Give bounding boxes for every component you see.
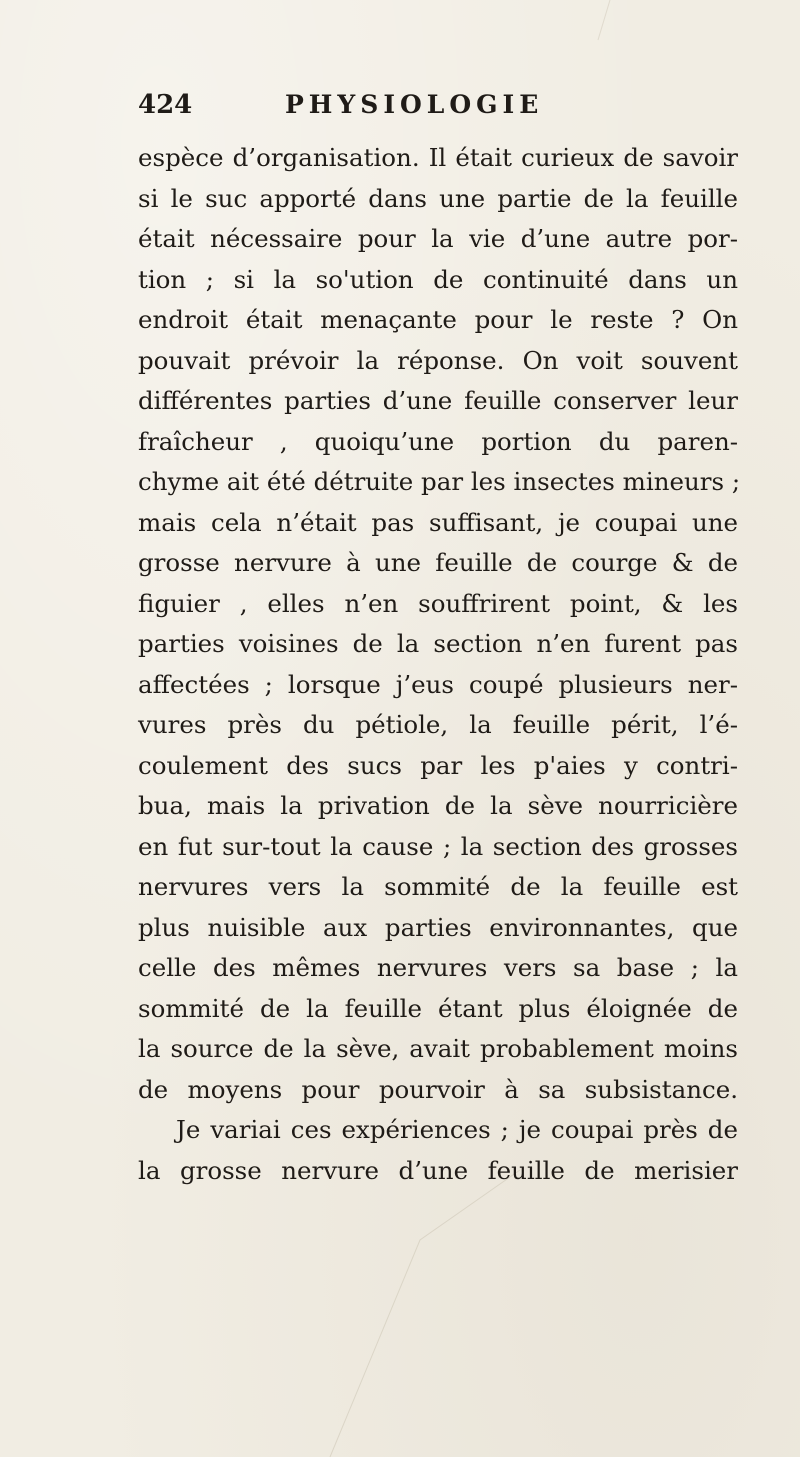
text-line: la grosse nervure d’une feuille de merisier (138, 1155, 738, 1185)
text-line: figuier , elles n’en souffrirent point, & les (138, 588, 738, 618)
text-line: si le suc apporté dans une partie de la feuille (138, 183, 738, 213)
text-line: pouvait prévoir la réponse. On voit souvent (138, 345, 738, 375)
page-header (138, 88, 568, 132)
text-line: plus nuisible aux parties environnantes, que (138, 912, 738, 942)
text-line: fraîcheur , quoiqu’une portion du paren- (138, 426, 738, 456)
text-line: différentes parties d’une feuille conserver leur (138, 386, 738, 415)
text-line: en fut sur-tout la cause ; la section des grosses (138, 831, 738, 861)
text-line: tion ; si la so'ution de continuité dans un (138, 264, 738, 294)
text-line: chyme ait été détruite par les insectes mineurs ; (138, 467, 741, 496)
text-line: endroit était menaçante pour le reste ? On (138, 305, 738, 334)
text-line: bua, mais la privation de la sève nourricière (138, 791, 738, 820)
text-line: celle des mêmes nervures vers sa base ; la (138, 953, 738, 982)
body-text (138, 138, 741, 1191)
paragraph-start-line: Je variai ces expériences ; je coupai près de (176, 1115, 738, 1144)
text-line: parties voisines de la section n’en furent pas (138, 629, 738, 658)
text-line: mais cela n’était pas suffisant, je coupai une (138, 507, 738, 537)
page-number: 424 (138, 90, 193, 120)
text-line: la source de la sève, avait probablement moins (138, 1034, 738, 1063)
text-line: espèce d’organisation. Il était curieux de savoir (138, 143, 738, 172)
text-line: affectées ; lorsque j’eus coupé plusieurs ner- (138, 669, 738, 699)
text-line: vures près du pétiole, la feuille périt, l’é- (138, 710, 738, 739)
text-line: sommité de la feuille étant plus éloignée de (138, 993, 738, 1023)
text-line: grosse nervure à une feuille de courge & de (138, 548, 738, 577)
text-line: nervures vers la sommité de la feuille est (138, 872, 738, 901)
text-line: de moyens pour pourvoir à sa subsistance. (138, 1074, 738, 1104)
text-line: était nécessaire pour la vie d’une autre por- (138, 224, 738, 253)
running-title: PHYSIOLOGIE (285, 90, 544, 119)
text-line: coulement des sucs par les p'aies y contri- (138, 750, 738, 780)
